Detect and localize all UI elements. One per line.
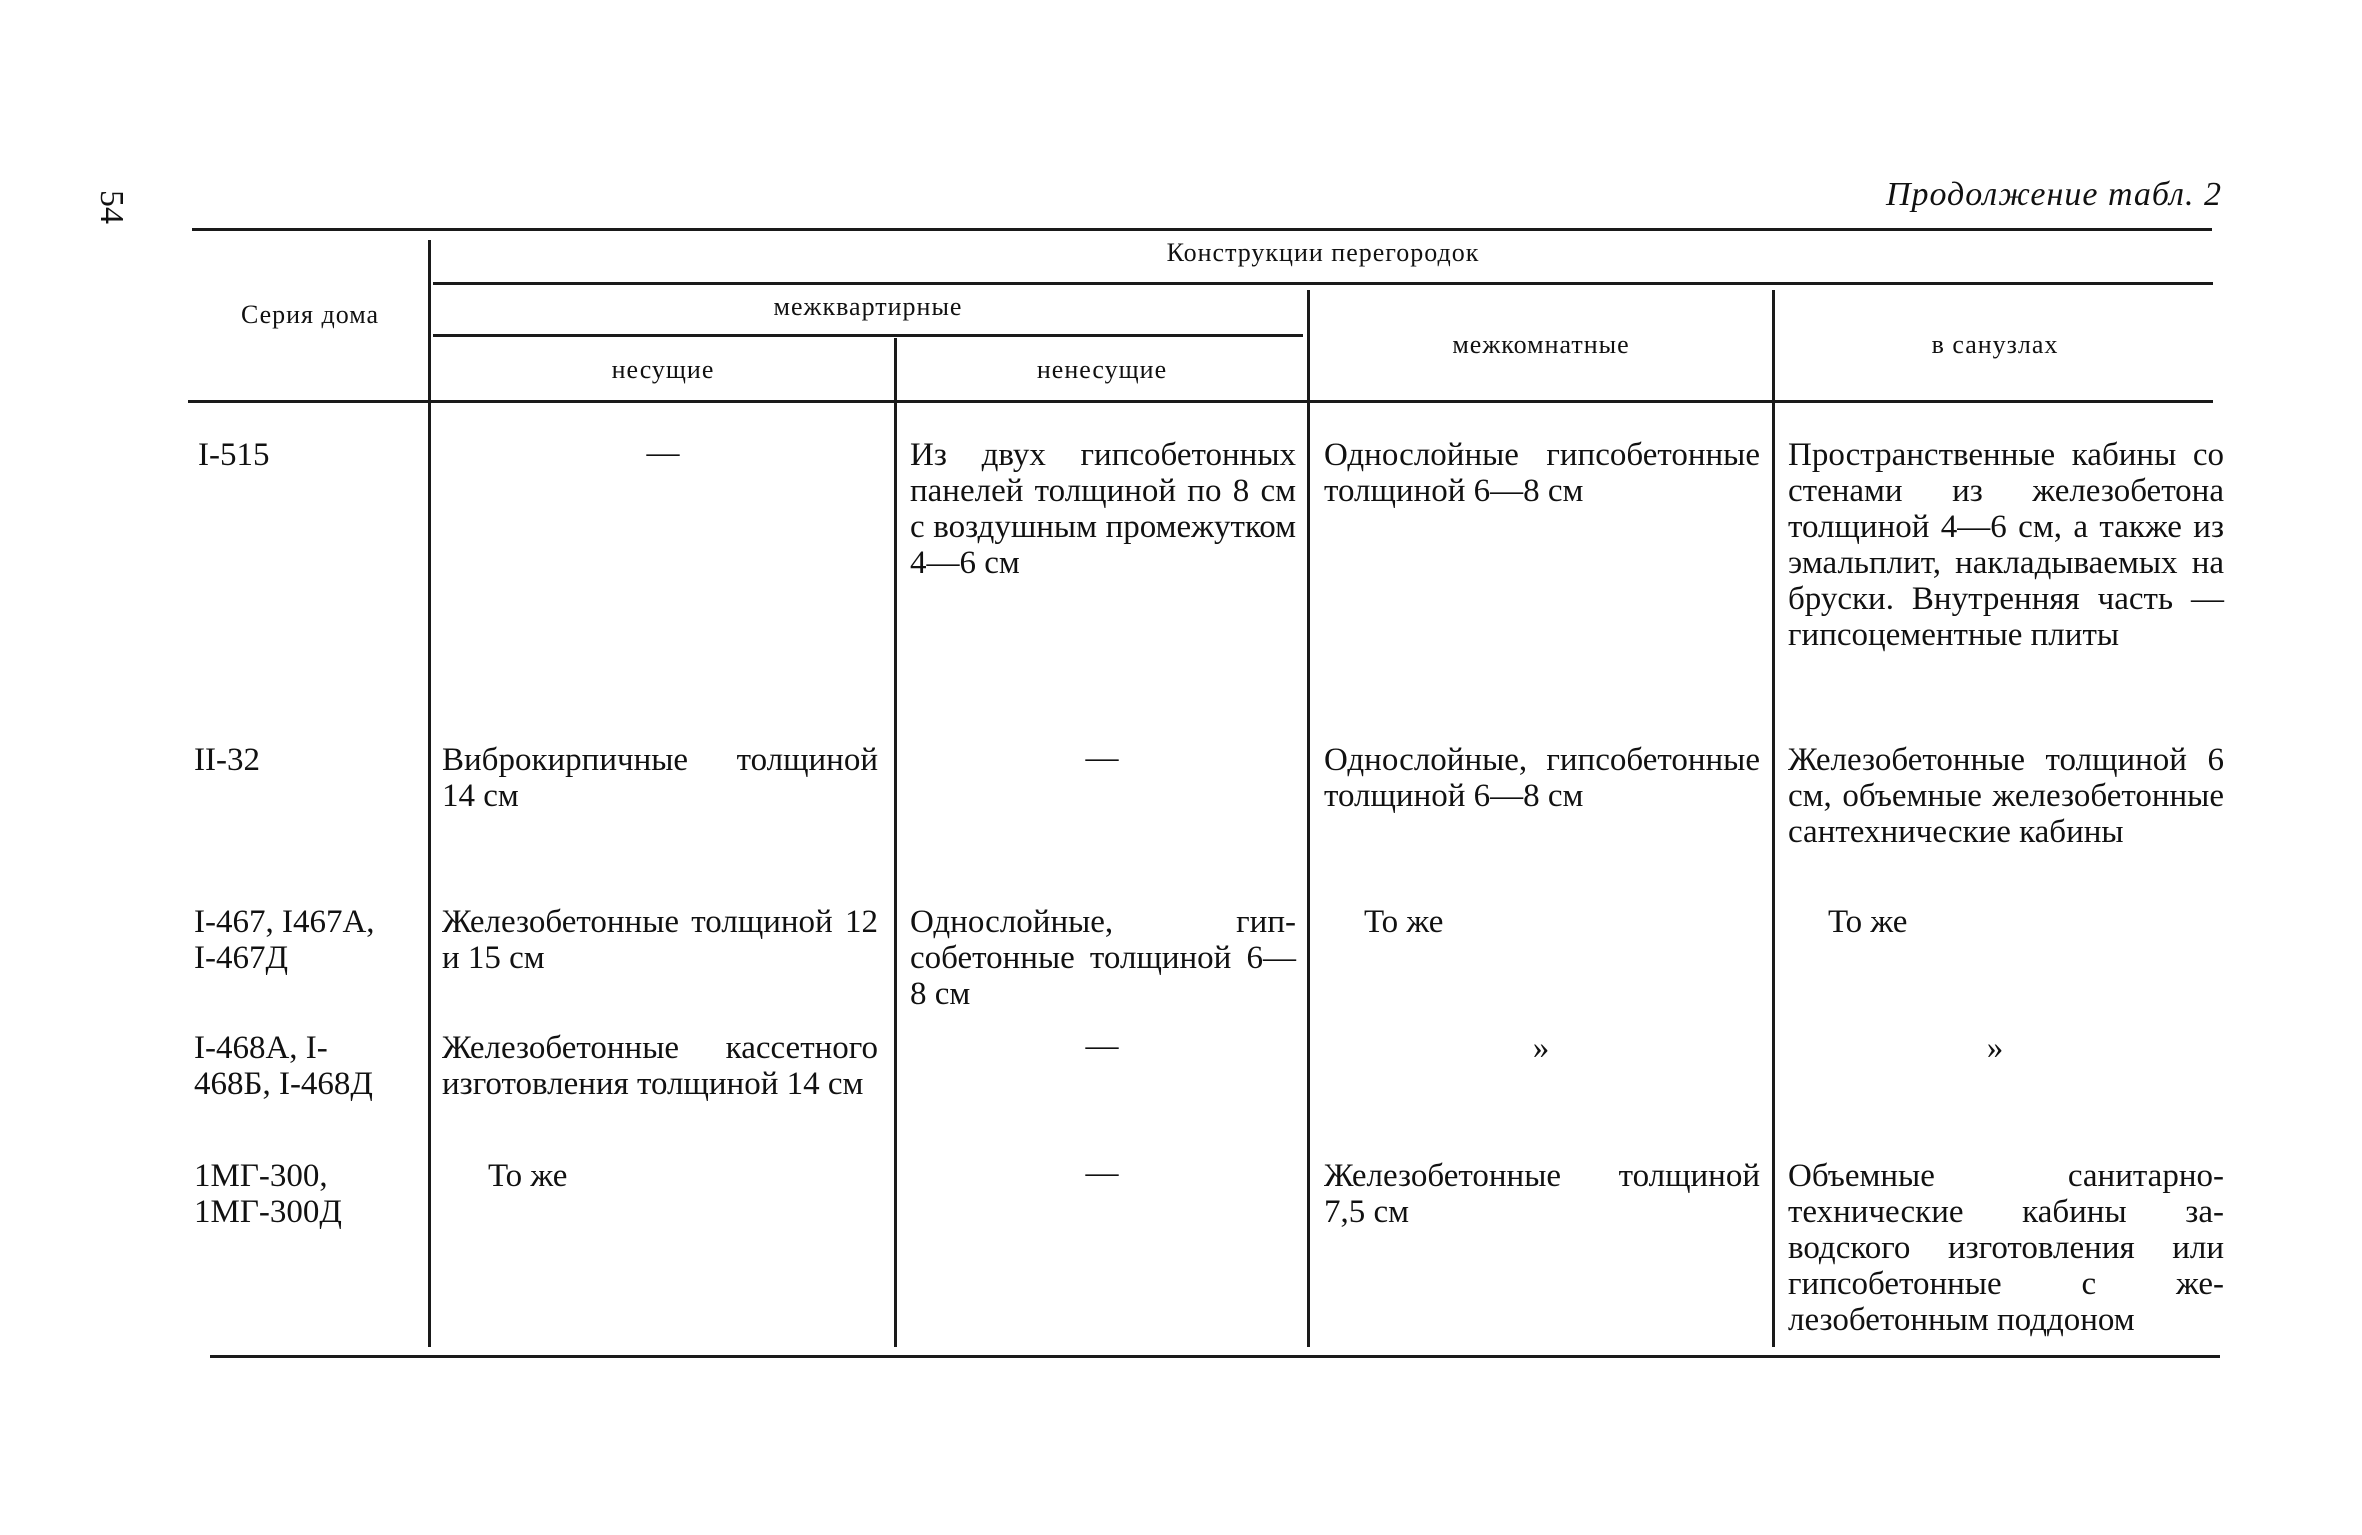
row-1-nonbearing: Из двух гипсобетонных панелей толщиной по 8 см с воздушным промежутком 4—6 см [910,437,1296,581]
row-1-interroom: Однослойные гипсобетонные толщиной 6—8 см [1324,437,1760,509]
row-3-series: I-467, I467А, I-467Д [194,904,375,976]
row-2-bearing: Виброкирпичные толщиной 14 см [442,742,878,814]
header-nonbearing: ненесущие [1036,355,1168,384]
row-3-interroom: То же [1364,904,1444,940]
header-bathrooms: в санузлах [1931,330,2059,359]
row-3-bearing: Железобетонные толщиной 12 и 15 см [442,904,878,976]
table-bottom-rule [210,1355,2220,1358]
row-5-bearing: То же [488,1158,568,1194]
header-series: Серия дома [240,300,380,329]
header-interapartment: межквартирные [773,292,963,321]
col-rule-bearing [894,338,897,1347]
row-5-series: 1МГ-300, 1МГ-300Д [194,1158,342,1230]
page-number: 54 [93,190,130,224]
header-bearing: несущие [611,355,715,384]
row-3-nonbearing: Однослойные, гипсобетонные толщиной 6—8 см [910,904,1296,1012]
table-top-rule [192,228,2212,231]
header-constructions: Конструкции перегородок [1166,238,1480,267]
row-2-bathrooms: Железобетонные толщиной 6 см, объемные железобетонные сантехнические кабины [1788,742,2224,850]
row-4-bearing: Железобетонные кассетного изготовления толщиной 14 см [442,1030,878,1102]
row-2-interroom: Однослойные, гипсобетонные толщиной 6—8 см [1324,742,1760,814]
interapartment-rule [433,334,1303,337]
header-bottom-rule [188,400,2213,403]
row-5-nonbearing: — [1085,1155,1119,1191]
col-rule-interroom [1772,290,1775,1347]
col-rule-series [428,240,431,1347]
row-1-series: I-515 [198,437,270,473]
constructions-rule [433,282,2213,285]
row-1-bathrooms: Пространственные кабины со стенами из железобетона толщиной 4—6 см, а также из эмальплит, накладываемых на бруски. Внутренняя часть — гипсоцементные плиты [1788,437,2224,653]
row-4-series: I-468А, I-468Б, I-468Д [194,1030,373,1102]
row-2-series: II-32 [194,742,260,778]
row-2-nonbearing: — [1085,740,1119,776]
row-3-bathrooms: То же [1828,904,1908,940]
row-5-bathrooms: Объемные санитарнотехнические кабины заводского изготовления или гипсобетонные с железобетонным поддоном [1788,1158,2224,1338]
row-4-nonbearing: — [1085,1028,1119,1064]
col-rule-nonbearing [1307,290,1310,1347]
header-interroom: межкомнатные [1452,330,1630,359]
row-1-bearing: — [646,435,680,471]
row-4-interroom: » [1532,1030,1550,1066]
row-5-interroom: Железобетонные толщиной 7,5 см [1324,1158,1760,1230]
row-4-bathrooms: » [1986,1030,2004,1066]
table-caption: Продолжение табл. 2 [1885,176,2222,213]
